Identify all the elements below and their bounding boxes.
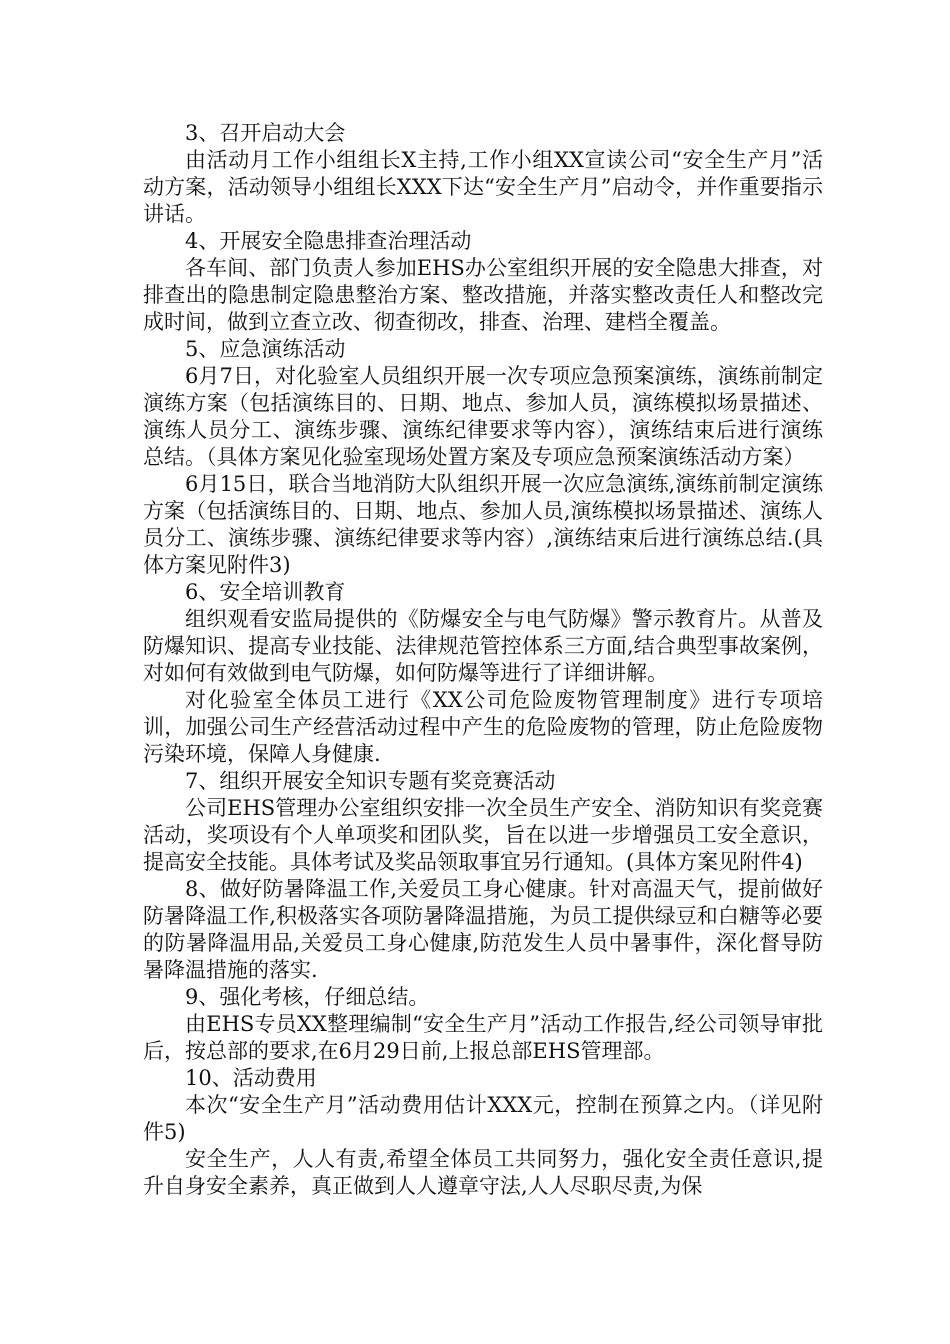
section-heading-hazard-inspection: 4、开展安全隐患排查治理活动 — [185, 229, 472, 253]
paragraph-closing: 安全生产，人人有责,希望全体员工共同努力，强化安全责任意识,提升自身安全素养，真正做到人人遵章守法,人人尽职尽责,为保 — [143, 1147, 823, 1198]
section-heading-kickoff-meeting: 3、召开启动大会 — [185, 121, 346, 145]
section-heading-emergency-drill: 5、应急演练活动 — [185, 337, 346, 361]
paragraph-drill-june-7: 6月7日，对化验室人员组织开展一次专项应急预案演练，演练前制定演练方案（包括演练目的、日期、地点、参加人员，演练模拟场景描述、演练人员分工、演练步骤、演练纪律要求等内容），演练结束后进行演练总结。（具体方案见化验室现场处置方案及专项应急预案演练活动方案） — [143, 364, 823, 469]
paragraph-assessment: 由EHS专员XX整理编制“安全生产月”活动工作报告,经公司领导审批后，按总部的要求,在6月29日前,上报总部EHS管理部。 — [143, 1012, 823, 1063]
paragraph-heatstroke-prevention: 8、做好防暑降温工作,关爱员工身心健康。针对高温天气，提前做好防暑降温工作,积极落实各项防暑降温措施，为员工提供绿豆和白糖等必要的防暑降温用品,关爱员工身心健康,防范发生人员中暑事件，深化督导防暑降温措施的落实. — [143, 877, 823, 982]
section-heading-knowledge-contest: 7、组织开展安全知识专题有奖竞赛活动 — [185, 769, 556, 793]
section-heading-safety-training: 6、安全培训教育 — [185, 580, 346, 604]
paragraph-kickoff-meeting: 由活动月工作小组组长X主持,工作小组XX宣读公司“安全生产月”活动方案，活动领导小组组长XXX下达“安全生产月”启动令，并作重要指示讲话。 — [143, 148, 823, 226]
section-heading-assessment: 9、强化考核，仔细总结。 — [185, 985, 430, 1009]
paragraph-training-video: 组织观看安监局提供的《防爆安全与电气防爆》警示教育片。从普及防爆知识、提高专业技能、法律规范管控体系三方面,结合典型事故案例，对如何有效做到电气防爆，如何防爆等进行了详细讲解。 — [143, 607, 823, 685]
paragraph-knowledge-contest: 公司EHS管理办公室组织安排一次全员生产安全、消防知识有奖竞赛活动，奖项设有个人单项奖和团队奖，旨在以进一步增强员工安全意识，提高安全技能。具体考试及奖品领取事宜另行通知。(具体方案见附件4) — [143, 796, 823, 874]
paragraph-hazard-inspection: 各车间、部门负责人参加EHS办公室组织开展的安全隐患大排查，对排查出的隐患制定隐患整治方案、整改措施，并落实整改责任人和整改完成时间，做到立查立改、彻查彻改，排查、治理、建档全覆盖。 — [143, 256, 823, 334]
paragraph-drill-june-15: 6月15日，联合当地消防大队组织开展一次应急演练,演练前制定演练方案（包括演练目的、日期、地点、参加人员,演练模拟场景描述、演练人员分工、演练步骤、演练纪律要求等内容）,演练结束后进行演练总结.(具体方案见附件3) — [143, 472, 823, 577]
section-heading-activity-cost: 10、活动费用 — [185, 1066, 317, 1090]
paragraph-training-hazardous-waste: 对化验室全体员工进行《XX公司危险废物管理制度》进行专项培训，加强公司生产经营活动过程中产生的危险废物的管理，防止危险废物污染环境，保障人身健康. — [143, 688, 823, 766]
document-page — [143, 120, 823, 1200]
paragraph-activity-cost: 本次“安全生产月”活动费用估计XXX元，控制在预算之内。（详见附件5) — [143, 1093, 823, 1144]
